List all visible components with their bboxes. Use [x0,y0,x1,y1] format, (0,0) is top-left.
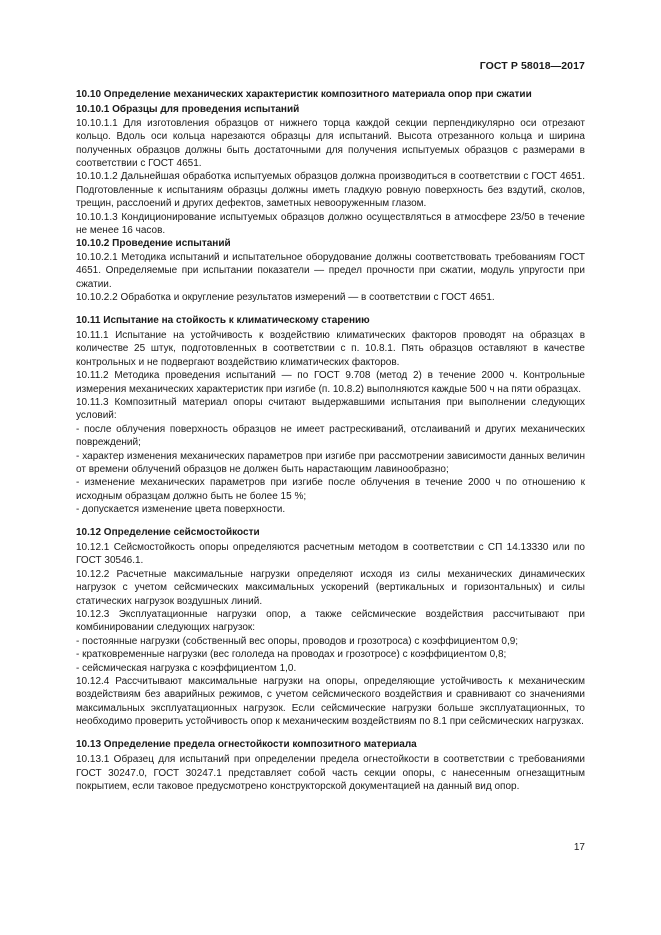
subsection-heading: 10.10.2 Проведение испытаний [76,238,231,250]
body-paragraph: - постоянные нагрузки (собственный вес опоры, проводов и грозотроса) с коэффициентом 0,9; [76,635,519,647]
body-paragraph: 10.12.1 Сейсмостойкость опоры определяются расчетным методом в соответствии с СП 14.13330 или по ГОСТ 30546.1. [76,542,585,567]
section-heading: 10.10 Определение механических характеристик композитного материала опор при сжатии [76,89,532,100]
body-paragraph: 10.11.3 Композитный материал опоры считают выдержавшими испытания при выполнении следующих условий: [76,396,585,422]
section-heading: 10.11 Испытание на стойкость к климатическому старению [76,314,370,326]
body-paragraph: 10.10.1.1 Для изготовления образцов от нижнего торца каждой секции перпендикулярно оси отрезают кольцо. Вдоль оси кольца нарезаются образцы для испытаний. Высота отрезанного кольца и ширина полученных образцов должны быть достаточными для получения испытуемых образцов с размерами в соответствии с ГОСТ 4651. [76,117,585,170]
body-paragraph: - после облучения поверхность образцов не имеет растрескиваний, отслаиваний и других механических повреждений; [76,423,585,449]
section-heading: 10.13 Определение предела огнестойкости композитного материала [76,738,417,750]
page-number: 17 [573,842,585,853]
body-paragraph: 10.13.1 Образец для испытаний при определении предела огнестойкости в соответствии с требованиями ГОСТ 30247.0, ГОСТ 30247.1 представляет собой часть секции опоры, с нанесенным огнезащитным покрытием, если таковое предусмотрено конструкторской документацией на данный вид опор. [76,754,585,792]
section-heading: 10.12 Определение сейсмостойкости [76,526,260,538]
body-paragraph: 10.11.2 Методика проведения испытаний — по ГОСТ 9.708 (метод 2) в течение 2000 ч. Контрольные измерения механических характеристик при изгибе (п. 10.8.2) выполняются каждые 500 ч на пяти образцах. [76,370,585,395]
body-paragraph: - допускается изменение цвета поверхности. [76,504,286,516]
body-paragraph: 10.10.2.1 Методика испытаний и испытательное оборудование должны соответствовать требованиям ГОСТ 4651. Определяемые при испытании показатели — предел прочности при сжатии, модуль упругости при сжатии. [76,251,585,290]
body-paragraph: - изменение механических параметров при изгибе после облучения в течение 2000 ч по отношению к исходным образцам должно быть не более 15 %; [76,477,585,502]
body-paragraph: 10.12.2 Расчетные максимальные нагрузки определяют исходя из силы механических динамических нагрузок с учетом сейсмических максимальных ускорений (вертикальных и горизонтальных) и силы статических нагрузок воздушных линий. [76,568,585,607]
body-paragraph: 10.10.2.2 Обработка и округление результатов измерений — в соответствии с ГОСТ 4651. [76,292,495,304]
body-paragraph: - характер изменения механических параметров при изгибе при рассмотрении зависимости данных величин от времени облучений образцов не должен быть нарастающим лавинообразно; [76,450,585,475]
document-body [76,88,585,793]
body-paragraph: - кратковременные нагрузки (вес гололеда на проводах и грозотросе) с коэффициентом 0,8; [76,649,507,661]
subsection-heading: 10.10.1 Образцы для проведения испытаний [76,104,300,116]
body-paragraph: 10.10.1.2 Дальнейшая обработка испытуемых образцов должна производиться в соответствии с ГОСТ 4651. Подготовленные к испытаниям образцы должны иметь гладкую ровную поверхность без вздутий, сколов, трещин, расслоений и других дефектов, заметных невооруженным глазом. [76,171,585,210]
body-paragraph: 10.12.3 Эксплуатационные нагрузки опор, а также сейсмические воздействия рассчитывают при комбинировании следующих нагрузок: [76,609,585,634]
document-header-id: ГОСТ Р 58018—2017 [479,60,585,72]
body-paragraph: - сейсмическая нагрузка с коэффициентом 1,0. [76,662,297,674]
body-paragraph: 10.12.4 Рассчитывают максимальные нагрузки на опоры, определяющие устойчивость к механическим воздействиям без аварийных режимов, с учетом сейсмического воздействия и сравнивают со значениями максимальных эксплуатационных нагрузок. Если сейсмические нагрузки больше эксплуатационных, то необходимо проверить устойчивость опор к механическим воздействиям по 8.1 при сейсмических нагрузках. [76,676,585,728]
body-paragraph: 10.10.1.3 Кондиционирование испытуемых образцов должно осуществляться в атмосфере 23/50 в течение не менее 16 часов. [76,211,585,237]
body-paragraph: 10.11.1 Испытание на устойчивость к воздействию климатических факторов проводят на образцах в количестве 25 штук, подготовленных в соответствии с п. 10.8.1. Пять образцов оставляют в качестве контрольных и не подвергают воздействию климатических факторов. [76,329,585,368]
